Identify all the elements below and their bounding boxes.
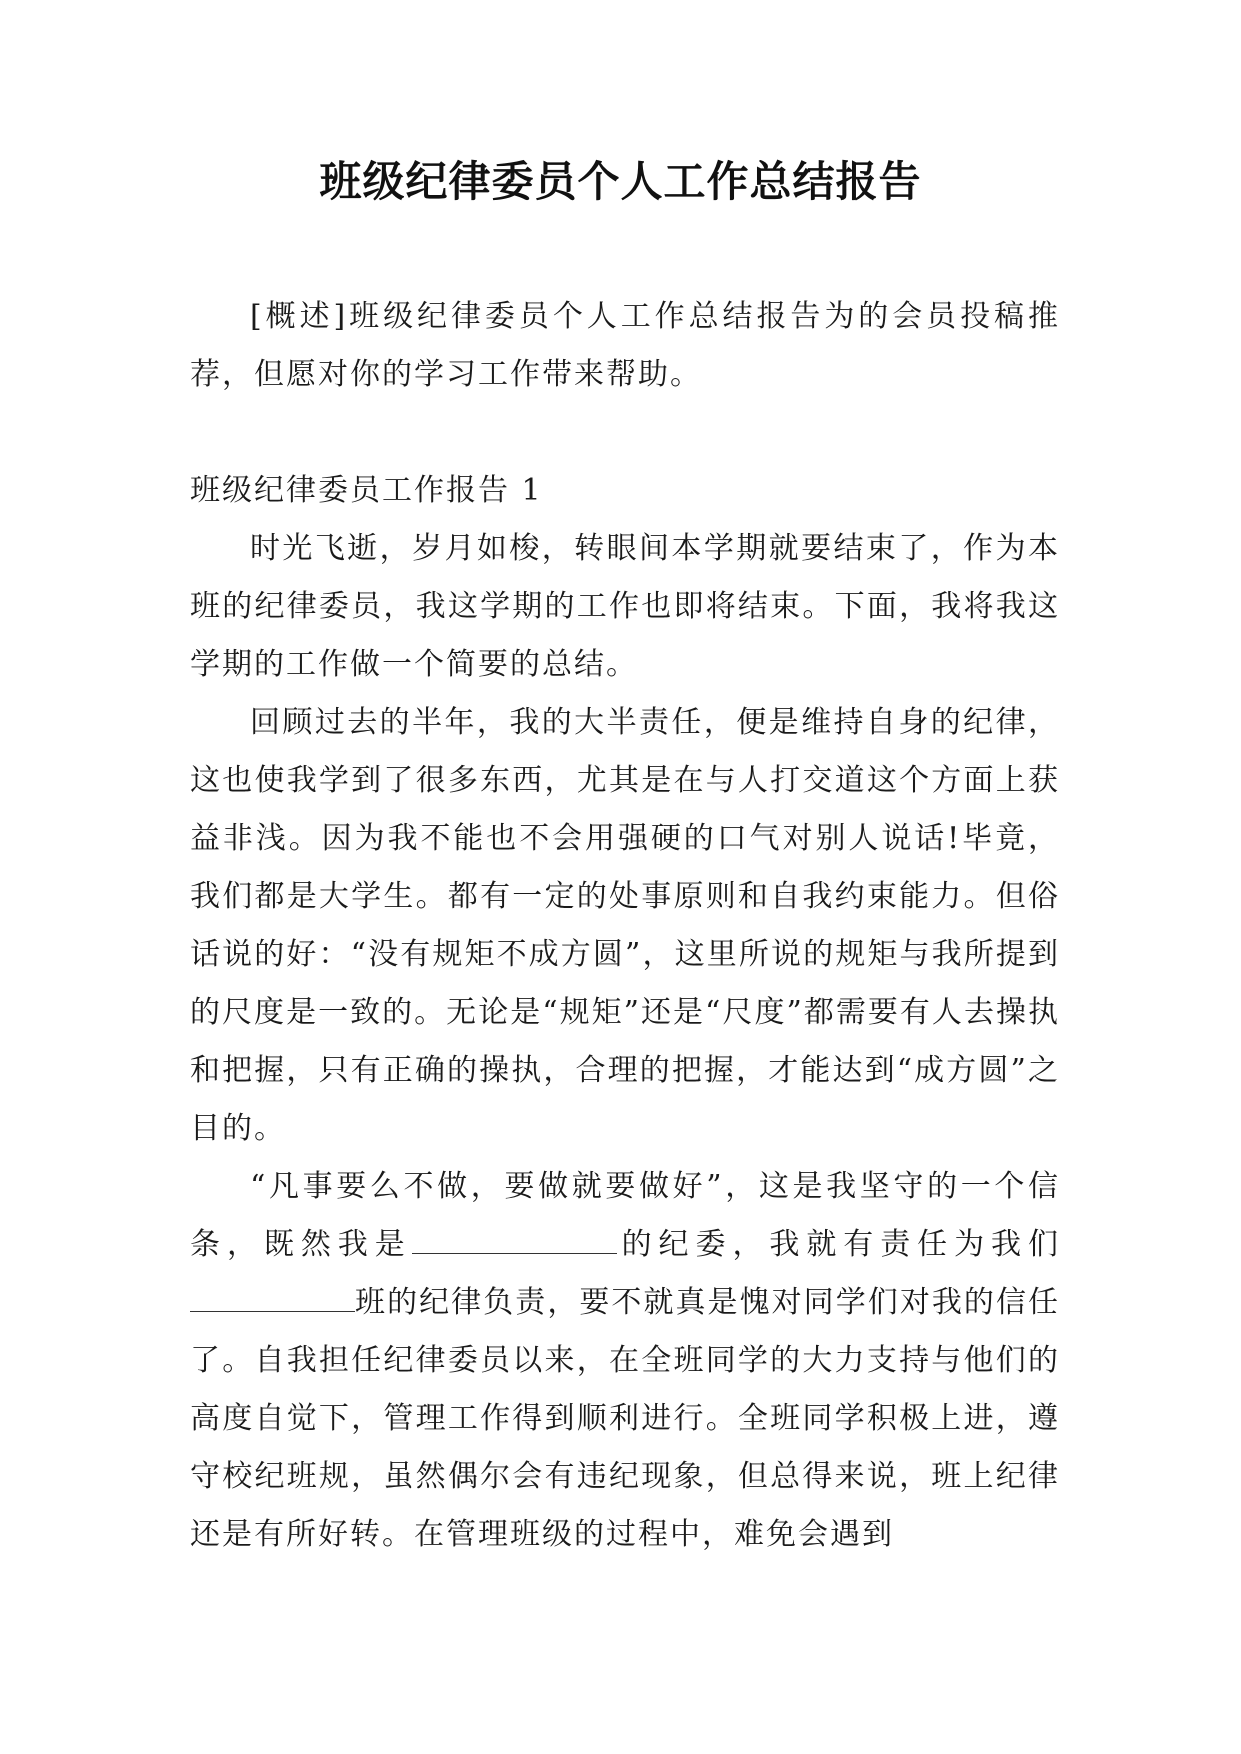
blank-line-2 [190,1283,355,1312]
document-body [190,288,1060,1564]
paragraph-3-part-2: 的纪委，我就有责任为我们 [616,1227,1061,1262]
paragraph-3-part-3: 班的纪律负责，要不就真是愧对同学们对我的信任了。自我担任纪律委员以来，在全班同学的大力支持与他们的高度自觉下，管理工作得到顺利进行。全班同学积极上进，遵守校纪班规，虽然偶尔会有违纪现象，但总得来说，班上纪律还是有所好转。在管理班级的过程中，难免会遇到 [190,1285,1060,1552]
section-heading: 班级纪律委员工作报告 1 [190,473,543,508]
paragraph-2: 回顾过去的半年，我的大半责任，便是维持自身的纪律，这也使我学到了很多东西，尤其是在与人打交道这个方面上获益非浅。因为我不能也不会用强硬的口气对别人说话!毕竟，我们都是大学生。都有一定的处事原则和自我约束能力。但俗话说的好：“没有规矩不成方圆”，这里所说的规矩与我所提到的尺度是一致的。无论是“规矩”还是“尺度”都需要有人去操执和把握，只有正确的操执，合理的把握，才能达到“成方圆”之目的。 [190,705,1060,1146]
paragraph-3-part-1: “凡事要么不做，要做就要做好”，这是我坚守的一个信条，既然我是 [190,1169,1060,1262]
document-title: 班级纪律委员个人工作总结报告 [319,157,922,206]
paragraph-1: 时光飞逝，岁月如梭，转眼间本学期就要结束了，作为本班的纪律委员，我这学期的工作也即将结束。下面，我将我这学期的工作做一个简要的总结。 [190,531,1060,682]
summary-paragraph: [概述]班级纪律委员个人工作总结报告为的会员投稿推荐，但愿对你的学习工作带来帮助。 [190,299,1060,392]
blank-line-1 [412,1225,617,1254]
paragraph-3 [190,1158,1060,1564]
